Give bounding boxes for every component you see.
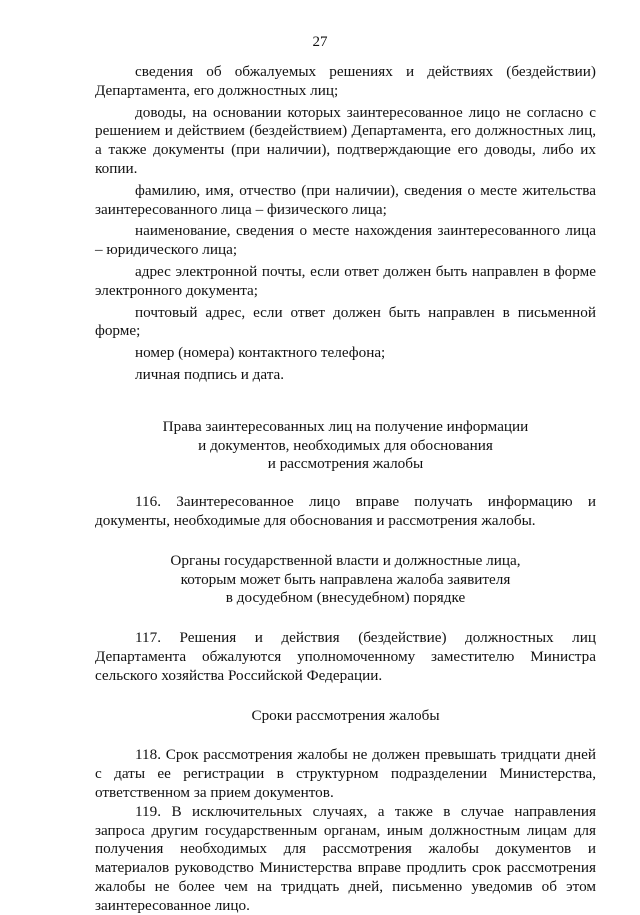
page-number: 27 [312, 34, 328, 50]
paragraph-119: 119. В исключительных случаях, а также в случае направления запроса другим государственным органам, иным должностным лицам для получения необходимых для рассмотрения жалобы документов и материалов руководство Министерства вправе продлить срок рассмотрения жалобы не более чем на тридцать дней, письменно уведомив об этом заинтересованное лицо. [95, 802, 596, 914]
heading-line: Права заинтересованных лиц на получение информации [162, 417, 529, 435]
heading-line: в досудебном (внесудебном) порядке [225, 589, 466, 607]
heading-line: Сроки рассмотрения жалобы [251, 706, 440, 724]
list-item-email: адрес электронной почты, если ответ должен быть направлен в форме электронного документа; [95, 262, 596, 299]
list-item-phone: номер (номера) контактного телефона; [135, 344, 386, 362]
heading-line: и документов, необходимых для обоснования [198, 436, 493, 454]
document-body [95, 63, 596, 915]
paragraph-116: 116. Заинтересованное лицо вправе получать информацию и документы, необходимые для обоснования и рассмотрения жалобы. [95, 493, 596, 529]
list-item-individual-name: фамилию, имя, отчество (при наличии), сведения о месте жительства заинтересованного лица – физического лица; [95, 181, 596, 218]
list-item-appeal-info: сведения об обжалуемых решениях и действиях (бездействии) Департамента, его должностных лиц; [95, 63, 596, 99]
paragraph-117: 117. Решения и действия (бездействие) должностных лиц Департамента обжалуются уполномоченному заместителю Министра сельского хозяйства Российской Федерации. [95, 629, 596, 684]
heading-line: которым может быть направлена жалоба заявителя [180, 570, 511, 588]
section-heading-rights [95, 418, 596, 474]
list-item-legal-entity: наименование, сведения о месте нахождения заинтересованного лица – юридического лица; [95, 222, 596, 259]
section-heading-authorities [95, 552, 596, 608]
list-item-postal-address: почтовый адрес, если ответ должен быть направлен в письменной форме; [95, 303, 596, 340]
list-item-arguments: доводы, на основании которых заинтересованное лицо не согласно с решением и действием (бездействием) Департамента, его должностных лиц, а также документы (при наличии), подтверждающие его доводы, либо их копии. [95, 103, 596, 177]
heading-line: и рассмотрения жалобы [267, 455, 424, 473]
paragraph-118: 118. Срок рассмотрения жалобы не должен превышать тридцати дней с даты ее регистрации в структурном подразделении Министерства, ответственном за прием документов. [95, 746, 596, 801]
heading-line: Органы государственной власти и должностные лица, [170, 551, 521, 569]
list-item-signature: личная подпись и дата. [135, 365, 285, 383]
section-heading-deadlines [95, 707, 596, 726]
